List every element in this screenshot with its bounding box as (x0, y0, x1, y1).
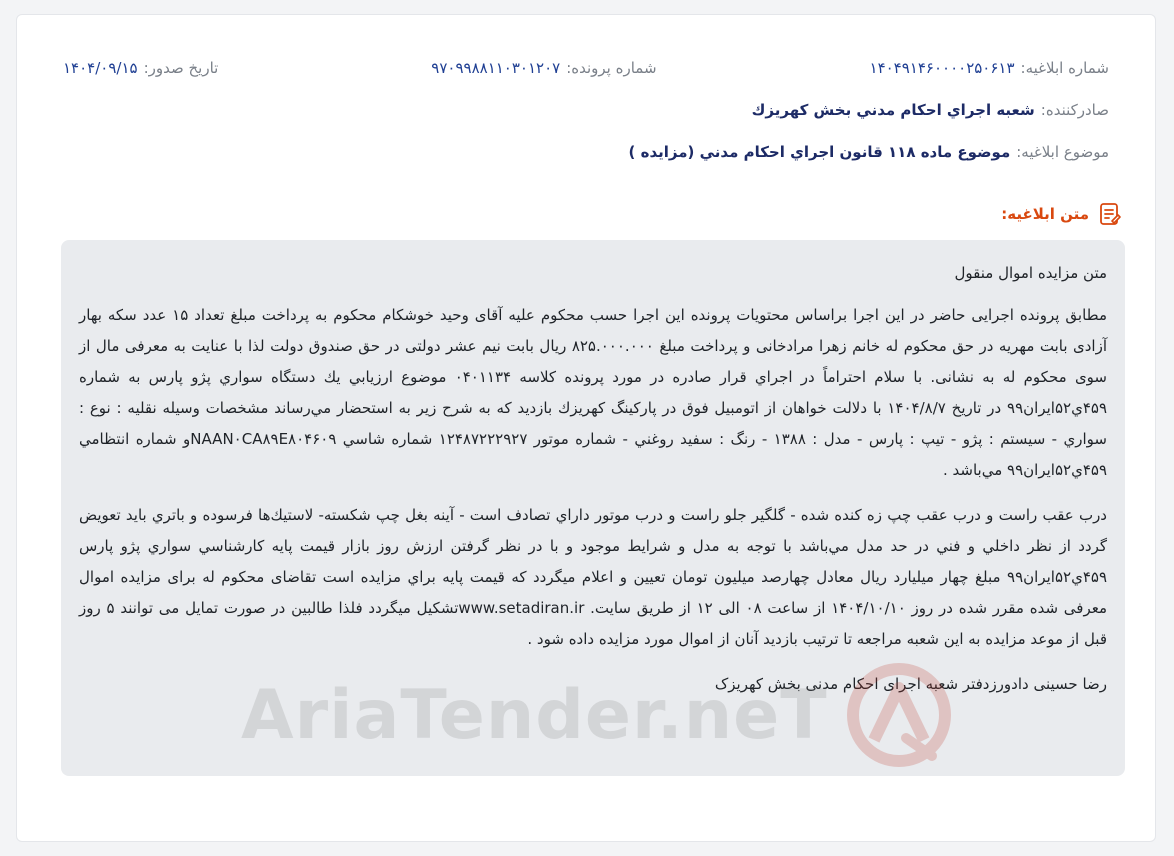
subject-label: موضوع ابلاغیه: (1016, 143, 1109, 161)
case-number-value: ۹۷۰۹۹۸۸۱۱۰۳۰۱۲۰۷ (431, 59, 561, 77)
paragraph-gap (79, 486, 1107, 500)
section-header (1001, 201, 1123, 227)
notice-card (16, 14, 1156, 842)
notice-number-label: شماره ابلاغیه: (1020, 59, 1109, 77)
meta-row-numbers (63, 59, 1109, 77)
section-title: متن ابلاغیه: (1001, 205, 1089, 223)
subject-value: موضوع ماده ۱۱۸ قانون اجراي احكام مدني (مزايده ) (628, 143, 1011, 161)
subject (629, 143, 1109, 161)
case-number-label: شماره پرونده: (566, 59, 657, 77)
meta-row-issuer (752, 101, 1109, 119)
notice-body (61, 240, 1125, 776)
body-paragraph-2: درب عقب راست و درب عقب چپ زه كنده شده - گلگير جلو راست و درب موتور داراي تصادف است - آينه بغل چپ شكسته- لاستيك‌ها فرسوده و باتري بايد تعويض گردد از نظر داخلي و فني در حد مدل مي‌باشد با توجه به مدل و شرايط موجود و با در نظر گرفتن ارزش روز بازار قيمت پايه كارشناسي سواري پژو پارس ۴۵۹ي۵۲ايران۹۹ مبلغ چهار ميليارد ريال معادل چهارصد ميليون تومان تعيين و اعلام ميگردد كه قيمت پايه براي مزايده است تقاضای محکوم له برای مزایده اموال معرفی شده مقرر شده در روز ۱۴۰۴/۱۰/۱۰ از ساعت ۰۸ الی ۱۲ از طریق سایت. www.setadiran.irتشکیل میگردد فلذا طالبین در صورت تمایل می توانند ۵ روز قبل از موعد مزایده به این شعبه مراجعه تا ترتیب بازدید آنان از اموال مورد مزایده داده شود . (79, 506, 1107, 648)
signature: رضا حسینی دادورزدفتر شعبه اجرای احکام مدنی بخش کهریزک (714, 675, 1107, 693)
notice-number-value: ۱۴۰۴۹۱۴۶۰۰۰۰۲۵۰۶۱۳ (869, 59, 1015, 77)
case-number (431, 59, 656, 77)
issue-date-label: تاریخ صدور: (143, 59, 219, 77)
issuer (752, 101, 1109, 119)
watermark-text: AriaTender.neT (241, 675, 828, 755)
meta-row-subject (629, 143, 1109, 161)
issue-date (63, 59, 218, 77)
issuer-value: شعبه اجراي احكام مدني بخش كهريزك (751, 101, 1035, 119)
document-icon (1097, 201, 1123, 227)
issue-date-value: ۱۴۰۴/۰۹/۱۵ (63, 59, 138, 77)
paragraph-gap (79, 655, 1107, 669)
body-heading: متن مزایده اموال منقول (954, 264, 1107, 282)
issuer-label: صادرکننده: (1040, 101, 1109, 119)
notice-number (870, 59, 1109, 77)
body-paragraph-1: مطابق پرونده اجرایی حاضر در این اجرا براساس محتویات پرونده این اجرا حسب محکوم علیه آقای وحید خوشکام محکوم به پرداخت مبلغ تعداد ۱۵ عدد سکه بهار آزادی بابت مهریه در حق محکوم له خانم زهرا مرادخانی و پرداخت مبلغ ۸۲۵.۰۰۰.۰۰۰ ریال بابت نیم عشر دولتی در حق صندوق دولت لذا با عنایت به معرفی مال از سوی محکوم له به نشانی. با سلام احتراماً در اجراي قرار صادره در مورد پرونده كلاسه ۰۴۰۱۱۳۴ موضوع ارزيابي يك دستگاه سواري پژو پارس به شماره ۴۵۹ي۵۲ايران۹۹ در تاريخ ۱۴۰۴/۸/۷ با دلالت خواهان از اتومبيل فوق در پاركينگ كهريزك بازديد كه به شرح زير به استحضار مي‌رساند مشخصات وسيله نقليه : نوع : سواري - سيستم : پژو - تيپ : پارس - مدل : ۱۳۸۸ - رنگ : سفيد روغني - شماره موتور ۱۲۴۸۷۲۲۲۹۲۷ شماره شاسي NAAN۰CA۸۹E۸۰۴۶۰۹و شماره انتظامي ۴۵۹ي۵۲ايران۹۹ مي‌باشد . (79, 306, 1108, 479)
